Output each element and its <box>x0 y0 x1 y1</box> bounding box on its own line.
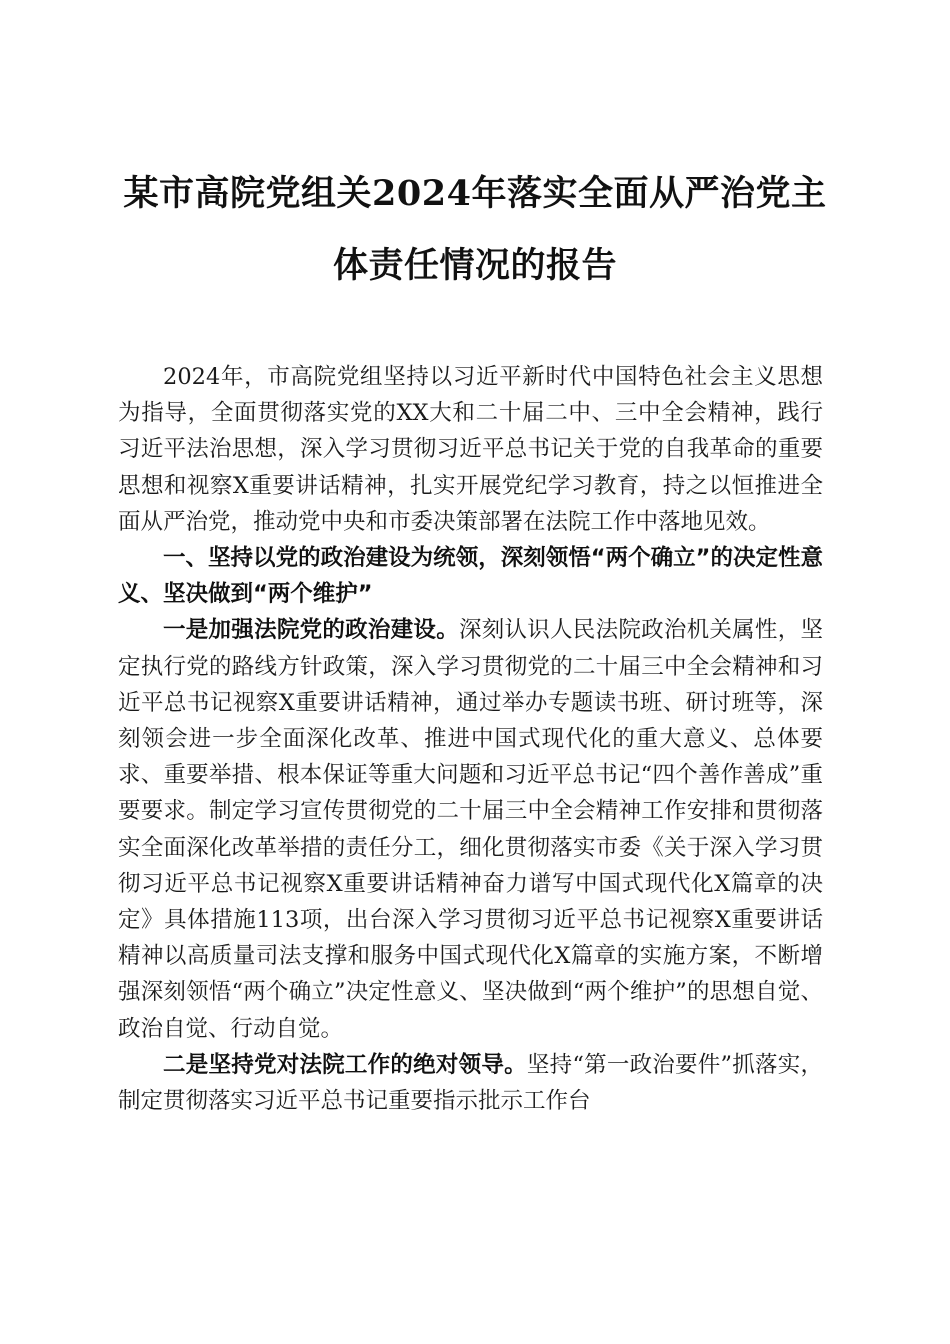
paragraph-2-lead: 二是坚持党对法院工作的绝对领导。 <box>163 1051 527 1078</box>
title-line-1: 某市高院党组关2024年落实全面从严治党主 <box>123 173 827 214</box>
title-line-2: 体责任情况的报告 <box>332 245 617 286</box>
document-body <box>118 359 823 1119</box>
paragraph-1 <box>118 612 823 1046</box>
paragraph-2-body: 坚持“第一政治要件”抓落实，制定贯彻落实习近平总书记重要指示批示工作台 <box>118 1051 823 1115</box>
section-1-heading: 一、坚持以党的政治建设为统领，深刻领悟“两个确立”的决定性意义、坚决做到“两个维护” <box>118 545 823 608</box>
paragraph-1-lead: 一是加强法院党的政治建设。 <box>163 617 459 644</box>
paragraph-1-body: 深刻认识人民法院政治机关属性，坚定执行党的路线方针政策，深入学习贯彻党的二十届三中全会精神和习近平总书记视察X重要讲话精神，通过举办专题读书班、研讨班等，深刻领会进一步全面深化改革、推进中国式现代化的重大意义、总体要求、重要举措、根本保证等重大问题和习近平总书记“四个善作善成”重要要求。制定学习宣传贯彻党的二十届三中全会精神工作安排和贯彻落实全面深化改革举措的责任分工，细化贯彻落实市委《关于深入学习贯彻习近平总书记视察X重要讲话精神奋力谱写中国式现代化X篇章的决定》具体措施113项，出台深入学习贯彻习近平总书记视察X重要讲话精神以高质量司法支撑和服务中国式现代化X篇章的实施方案，不断增强深刻领悟“两个确立”决定性意义、坚决做到“两个维护”的思想自觉、政治自觉、行动自觉。 <box>118 617 823 1042</box>
paragraph-2 <box>118 1047 823 1119</box>
document-title <box>110 158 840 302</box>
intro-paragraph: 2024年，市高院党组坚持以习近平新时代中国特色社会主义思想为指导，全面贯彻落实党的XX大和二十届二中、三中全会精神，践行习近平法治思想，深入学习贯彻习近平总书记关于党的自我革命的重要思想和视察X重要讲话精神，扎实开展党纪学习教育，持之以恒推进全面从严治党，推动党中央和市委决策部署在法院工作中落地见效。 <box>118 364 823 535</box>
